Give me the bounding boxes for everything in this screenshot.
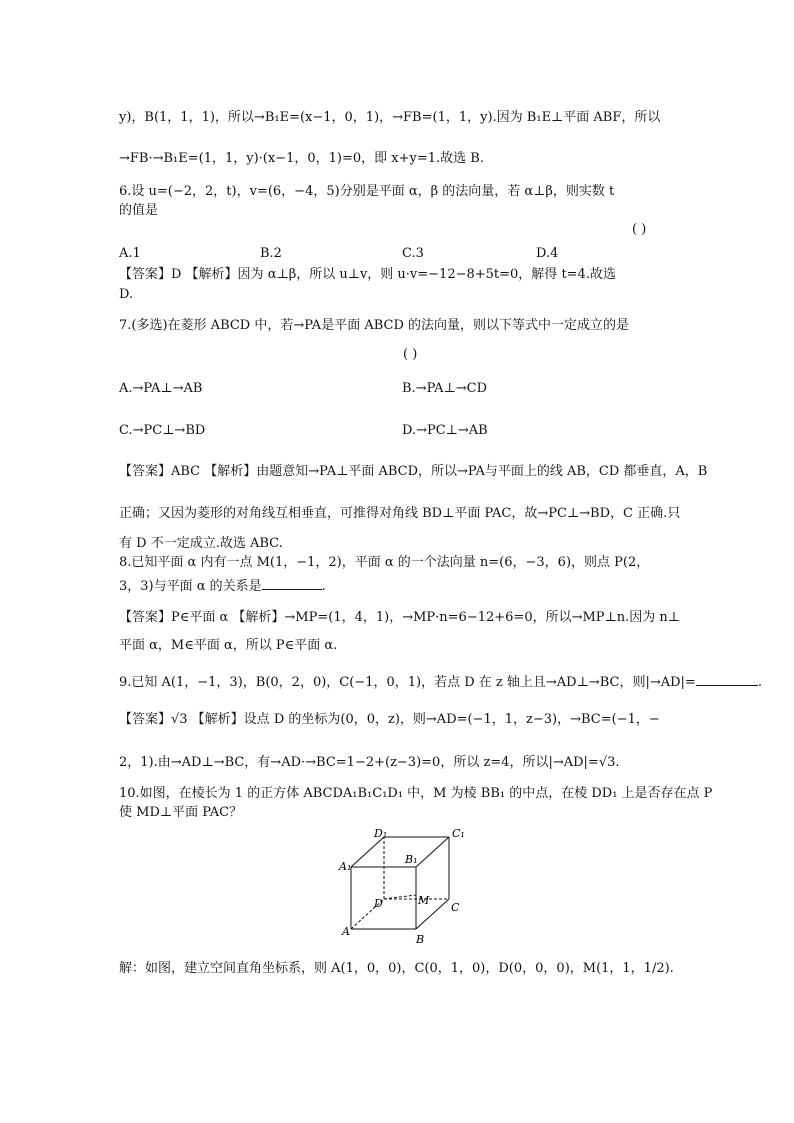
q7-answer-line-3: 有 D 不一定成立.故选 ABC. [119, 536, 283, 551]
question-9-stem: 9.已知 A(1，−1，3)，B(0，2，0)，C(−1，0，1)，若点 D 在 z 轴上且→AD⊥→BC，则|→AD|= . [119, 675, 762, 690]
q9-answer-blank [696, 673, 758, 686]
q6-answer-line-1: 【答案】D 【解析】因为 α⊥β，所以 u⊥v，则 u·v=−12−8+5t=0，解得 t=4.故选 [119, 267, 616, 282]
label-a: A [342, 925, 350, 938]
label-d1: D₁ [374, 827, 388, 840]
q6-answer-line-2: D. [119, 287, 134, 302]
q7-answer-line-1: 【答案】ABC 【解析】由题意知→PA⊥平面 ABCD，所以→PA与平面上的线 AB，CD 都垂直，A，B [119, 464, 708, 479]
q8-stem-text: 3，3)与平面 α 的关系是 [119, 579, 262, 594]
edge-b1-c1 [416, 837, 449, 867]
q9-answer-line-1: 【答案】√3 【解析】设点 D 的坐标为(0，0，z)，则→AD=(−1，1，z−3)，→BC=(−1，− [119, 712, 660, 727]
segment-d-m-hidden [384, 895, 416, 899]
label-c1: C₁ [452, 827, 465, 840]
question-7-stem: 7.(多选)在菱形 ABCD 中，若→PA是平面 ABCD 的法向量，则以下等式中一定成立的是 [119, 318, 630, 333]
label-b1: B₁ [405, 853, 418, 866]
q8-answer-blank [262, 577, 322, 590]
question-6-stem: 6.设 u=(−2，2，t)，v=(6，−4，5)分别是平面 α，β 的法向量，若 α⊥β，则实数 t [119, 184, 615, 199]
q6-option-a: A.1 [119, 246, 141, 261]
question-6-answer-paren: ( ) [632, 222, 647, 237]
q7-option-b: B.→PA⊥→CD [402, 381, 488, 396]
label-b: B [416, 933, 425, 946]
q6-option-d: D.4 [536, 246, 559, 261]
text-line-2: →FB·→B₁E=(1，1，y)·(x−1，0，1)=0，即 x+y=1.故选 B. [119, 151, 484, 166]
q9-answer-line-2: 2，1).由→AD⊥→BC，有→AD·→BC=1−2+(z−3)=0，所以 z=4，所以|→AD|=√3. [119, 755, 620, 770]
label-a1: A₁ [339, 860, 352, 873]
question-6-stem-cont: 的值是 [119, 203, 159, 218]
q7-option-a: A.→PA⊥→AB [119, 381, 203, 396]
q9-stem-text: 9.已知 A(1，−1，3)，B(0，2，0)，C(−1，0，1)，若点 D 在 z 轴上且→AD⊥→BC，则|→AD|= [119, 675, 696, 690]
question-7-answer-paren: ( ) [403, 347, 418, 362]
label-c: C [451, 901, 460, 914]
q7-option-c: C.→PC⊥→BD [119, 423, 206, 438]
question-10-stem-cont: 使 MD⊥平面 PAC？ [119, 805, 243, 820]
label-d: D [374, 897, 383, 910]
question-8-stem: 8.已知平面 α 内有一点 M(1，−1，2)，平面 α 的一个法向量 n=(6，−3，6)，则点 P(2， [119, 555, 650, 570]
cube-figure [330, 825, 470, 947]
question-10-stem: 10.如图，在棱长为 1 的正方体 ABCDA₁B₁C₁D₁ 中，M 为棱 BB₁ 的中点，在棱 DD₁ 上是否存在点 P [119, 786, 713, 801]
label-m: M [418, 894, 430, 907]
q7-option-d: D.→PC⊥→AB [402, 423, 488, 438]
text-line-1: y)，B(1，1，1)，所以→B₁E=(x−1，0，1)，→FB=(1，1，y).因为 B₁E⊥平面 ABF，所以 [119, 110, 661, 125]
edge-a1-d1 [351, 837, 384, 867]
q6-option-b: B.2 [260, 246, 282, 261]
q8-answer-line-2: 平面 α，M∈平面 α，所以 P∈平面 α. [119, 638, 338, 653]
q8-answer-line-1: 【答案】P∈平面 α 【解析】→MP=(1，4，1)，→MP·n=6−12+6=0，所以→MP⊥n.因为 n⊥ [119, 610, 681, 625]
q10-solution-line: 解：如图，建立空间直角坐标系，则 A(1，0，0)，C(0，1，0)，D(0，0，0)，M(1，1，1/2). [119, 961, 674, 976]
q6-option-c: C.3 [402, 246, 424, 261]
question-8-stem-cont: 3，3)与平面 α 的关系是 . [119, 579, 326, 594]
q7-answer-line-2: 正确；又因为菱形的对角线互相垂直，可推得对角线 BD⊥平面 PAC，故→PC⊥→BD，C 正确.只 [119, 506, 681, 521]
